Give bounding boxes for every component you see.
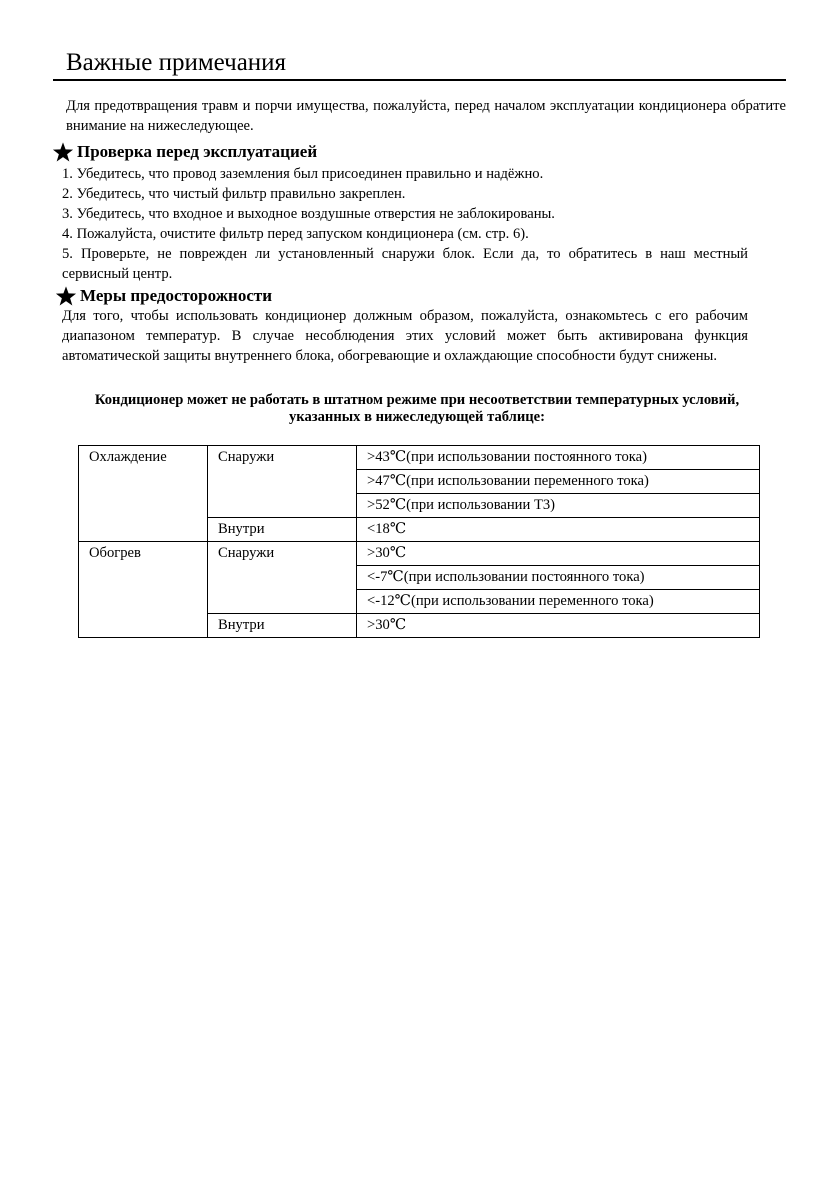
star-icon [52, 141, 74, 163]
limit-cell: >47℃(при использовании переменного тока) [357, 470, 760, 494]
page-title: Важные примечания [66, 49, 287, 76]
section-heading-label: Меры предосторожности [80, 286, 273, 305]
section-heading-label: Проверка перед эксплуатацией [77, 142, 318, 161]
limit-cell: >43℃(при использовании постоянного тока) [357, 446, 760, 470]
limit-cell: >52℃(при использовании Т3) [357, 494, 760, 518]
section-heading-precautions [55, 285, 272, 307]
table-caption: Кондиционер может не работать в штатном режиме при несоответствии температурных условий, указанных в нижеследующей таблице: [94, 392, 740, 425]
mode-cell-heating: Обогрев [79, 542, 208, 638]
list-item: 4. Пожалуйста, очистите фильтр перед запуском кондиционера (см. стр. 6). [62, 226, 529, 242]
limit-cell: <-7℃(при использовании постоянного тока) [357, 566, 760, 590]
place-cell-outside: Снаружи [208, 446, 357, 518]
section-heading-pre-operation-check [52, 141, 317, 163]
title-divider [53, 79, 786, 81]
pre-operation-checklist [62, 164, 748, 284]
place-cell-inside: Внутри [208, 518, 357, 542]
star-icon [55, 285, 77, 307]
limit-cell: >30℃ [357, 614, 760, 638]
list-item: 3. Убедитесь, что входное и выходное воздушные отверстия не заблокированы. [62, 206, 555, 222]
list-item: 1. Убедитесь, что провод заземления был присоединен правильно и надёжно. [62, 166, 544, 182]
table-row [79, 446, 760, 470]
place-cell-outside: Снаружи [208, 542, 357, 614]
operating-conditions-table [78, 445, 760, 638]
limit-cell: <-12℃(при использовании переменного тока) [357, 590, 760, 614]
limit-cell: >30℃ [357, 542, 760, 566]
table-row [79, 542, 760, 566]
limit-cell: <18℃ [357, 518, 760, 542]
precautions-paragraph: Для того, чтобы использовать кондиционер должным образом, пожалуйста, ознакомьтесь с его рабочим диапазоном температур. В случае несоблюдения этих условий может быть активирована функция автоматической защиты внутреннего блока, обогревающие и охлаждающие способности будут снижены. [62, 308, 748, 364]
list-item: 5. Проверьте, не поврежден ли установленный снаружи блок. Если да, то обратитесь в наш местный сервисный центр. [62, 246, 748, 282]
list-item: 2. Убедитесь, что чистый фильтр правильно закреплен. [62, 186, 406, 202]
intro-paragraph: Для предотвращения травм и порчи имущества, пожалуйста, перед началом эксплуатации кондиционера обратите внимание на нижеследующее. [66, 98, 786, 134]
place-cell-inside: Внутри [208, 614, 357, 638]
mode-cell-cooling: Охлаждение [79, 446, 208, 542]
